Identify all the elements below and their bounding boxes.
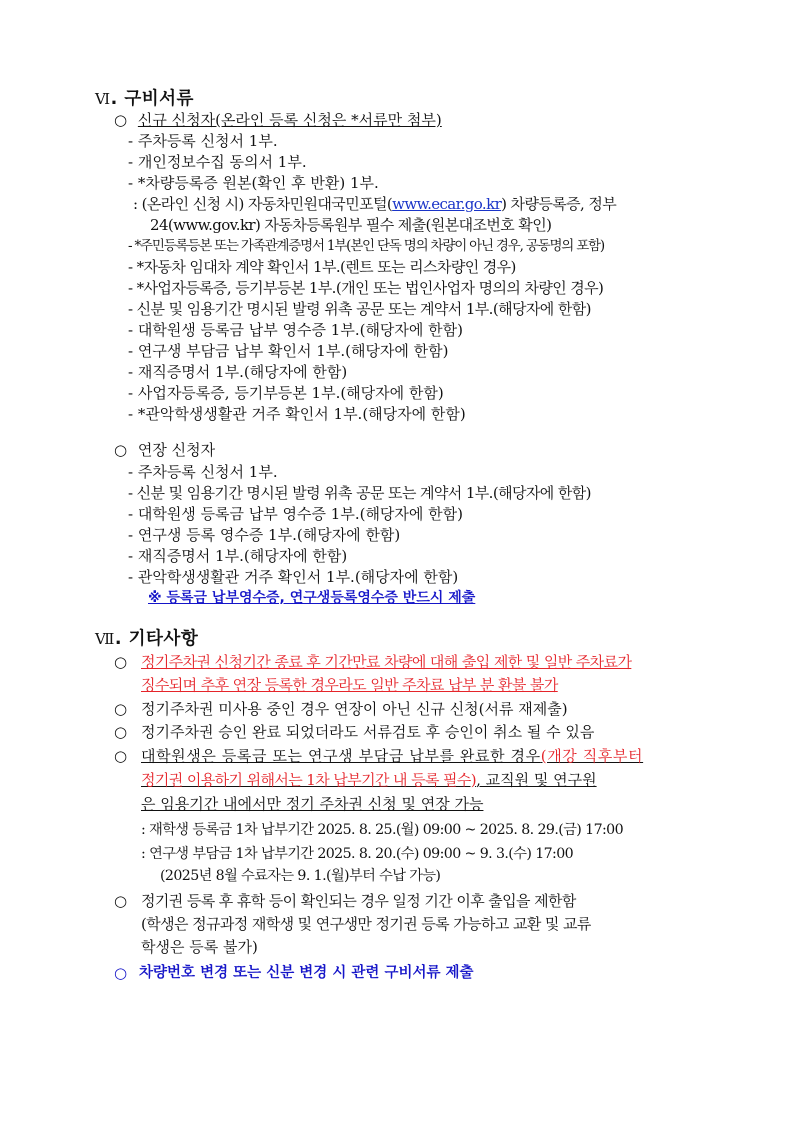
renewal-title: 연장 신청자 bbox=[137, 441, 216, 459]
list-item: - 재직증명서 1부.(해당자에 한함) bbox=[128, 363, 348, 381]
notice-grad-line1 bbox=[141, 746, 643, 766]
list-item: - *사업자등록증, 등기부등본 1부.(개인 또는 법인사업자 명의의 차량인 경우) bbox=[128, 279, 604, 297]
section-6-heading bbox=[95, 88, 194, 110]
list-item: - *차량등록증 원본(확인 후 반환) 1부. bbox=[128, 174, 379, 192]
list-item: - 신분 및 임용기간 명시된 발령 위촉 공문 또는 계약서 1부.(해당자에 한함) bbox=[128, 300, 591, 318]
bullet-circle: ○ bbox=[114, 653, 128, 671]
list-item: - 연구생 등록 영수증 1부.(해당자에 한함) bbox=[128, 526, 401, 544]
list-item: - 개인정보수집 동의서 1부. bbox=[128, 153, 307, 171]
list-item: - 주차등록 신청서 1부. bbox=[128, 463, 278, 481]
online-note-line2: 24(www.gov.kr) 자동차등록원부 필수 제출(원본대조번호 확인) bbox=[150, 216, 552, 234]
notice-approval-cancel: 정기주차권 승인 완료 되었더라도 서류검토 후 승인이 취소 될 수 있음 bbox=[141, 723, 595, 741]
bullet-circle: ○ bbox=[114, 441, 128, 459]
new-applicant-heading bbox=[114, 110, 442, 130]
list-item: - *주민등록등본 또는 가족관계증명서 1부(본인 단독 명의 차량이 아닌 경우, 공동명의 포함) bbox=[128, 238, 604, 254]
section-7-number: Ⅶ bbox=[95, 630, 115, 648]
bullet-circle: ○ bbox=[114, 964, 128, 982]
bullet-circle: ○ bbox=[114, 892, 128, 910]
notice-expired-line2: 징수되며 추후 연장 등록한 경우라도 일반 주차료 납부 분 환불 불가 bbox=[141, 676, 558, 694]
renewal-heading bbox=[114, 440, 215, 460]
notice-grad-line2 bbox=[141, 770, 597, 790]
new-applicant-title: 신규 신청자(온라인 등록 신청은 *서류만 첨부) bbox=[137, 111, 442, 129]
list-item: - 신분 및 임용기간 명시된 발령 위촉 공문 또는 계약서 1부.(해당자에 한함) bbox=[128, 484, 591, 502]
notice-leave-line1: 정기권 등록 후 휴학 등이 확인되는 경우 일정 기간 이후 출입을 제한함 bbox=[141, 892, 576, 910]
notice-leave-line2: (학생은 정규과정 재학생 및 연구생만 정기권 등록 가능하고 교환 및 교류 bbox=[141, 915, 591, 933]
tuition-period: : 재학생 등록금 1차 납부기간 2025. 8. 25.(월) 09:00 ~ 2025. 8. 29.(금) 17:00 bbox=[141, 822, 624, 838]
notice-grad-line3: 은 임용기간 내에서만 정기 주차권 신청 및 연장 가능 bbox=[141, 795, 484, 813]
list-item: - 주차등록 신청서 1부. bbox=[128, 132, 278, 150]
bullet-circle: ○ bbox=[114, 723, 128, 741]
graduate-note: (2025년 8월 수료자는 9. 1.(월)부터 수납 가능) bbox=[160, 868, 441, 884]
bullet-circle: ○ bbox=[114, 747, 128, 765]
notice-leave-line3: 학생은 등록 불가) bbox=[141, 938, 258, 956]
ecar-link[interactable]: www.ecar.go.kr bbox=[392, 195, 502, 213]
section-7-heading bbox=[95, 628, 198, 650]
notice-grad-line2-text: , 교직원 및 연구원 bbox=[476, 771, 597, 789]
bullet-circle: ○ bbox=[114, 111, 128, 129]
section-6-title: . 구비서류 bbox=[110, 89, 194, 109]
online-note-suffix: ) 차량등록증, 정부 bbox=[501, 195, 617, 213]
list-item: - *관악학생생활관 거주 확인서 1부.(해당자에 한함) bbox=[128, 405, 466, 423]
online-note-prefix: : (온라인 신청 시) 자동차민원대국민포털( bbox=[133, 195, 393, 213]
notice-change-docs: 차량번호 변경 또는 신분 변경 시 관련 구비서류 제출 bbox=[139, 965, 474, 981]
notice-expired-line1: 정기주차권 신청기간 종료 후 기간만료 차량에 대해 출입 제한 및 일반 주차료가 bbox=[141, 653, 632, 671]
section-7-title: . 기타사항 bbox=[114, 629, 199, 649]
section-6-number: Ⅵ bbox=[95, 90, 111, 108]
renewal-required-note: ※ 등록금 납부영수증, 연구생등록영수증 반드시 제출 bbox=[148, 590, 476, 606]
list-item: - *자동차 임대차 계약 확인서 1부.(렌트 또는 리스차량인 경우) bbox=[128, 258, 516, 276]
list-item: - 관악학생생활관 거주 확인서 1부.(해당자에 한함) bbox=[128, 568, 459, 586]
notice-grad-line2-red: 정기권 이용하기 위해서는 1차 납부기간 내 등록 필수) bbox=[141, 771, 477, 789]
online-note bbox=[133, 194, 616, 214]
notice-grad-line1-text: 대학원생은 등록금 또는 연구생 부담금 납부를 완료한 경우 bbox=[141, 747, 541, 765]
list-item: - 재직증명서 1부.(해당자에 한함) bbox=[128, 547, 348, 565]
list-item: - 대학원생 등록금 납부 영수증 1부.(해당자에 한함) bbox=[128, 321, 464, 339]
research-fee-period: : 연구생 부담금 1차 납부기간 2025. 8. 20.(수) 09:00 ~ 9. 3.(수) 17:00 bbox=[141, 846, 574, 862]
list-item: - 사업자등록증, 등기부등본 1부.(해당자에 한함) bbox=[128, 384, 444, 402]
list-item: - 연구생 부담금 납부 확인서 1부.(해당자에 한함) bbox=[128, 342, 449, 360]
notice-unused: 정기주차권 미사용 중인 경우 연장이 아닌 신규 신청(서류 재제출) bbox=[141, 700, 568, 718]
notice-grad-line1-red: (개강 직후부터 bbox=[540, 747, 644, 765]
bullet-circle: ○ bbox=[114, 700, 128, 718]
list-item: - 대학원생 등록금 납부 영수증 1부.(해당자에 한함) bbox=[128, 505, 464, 523]
